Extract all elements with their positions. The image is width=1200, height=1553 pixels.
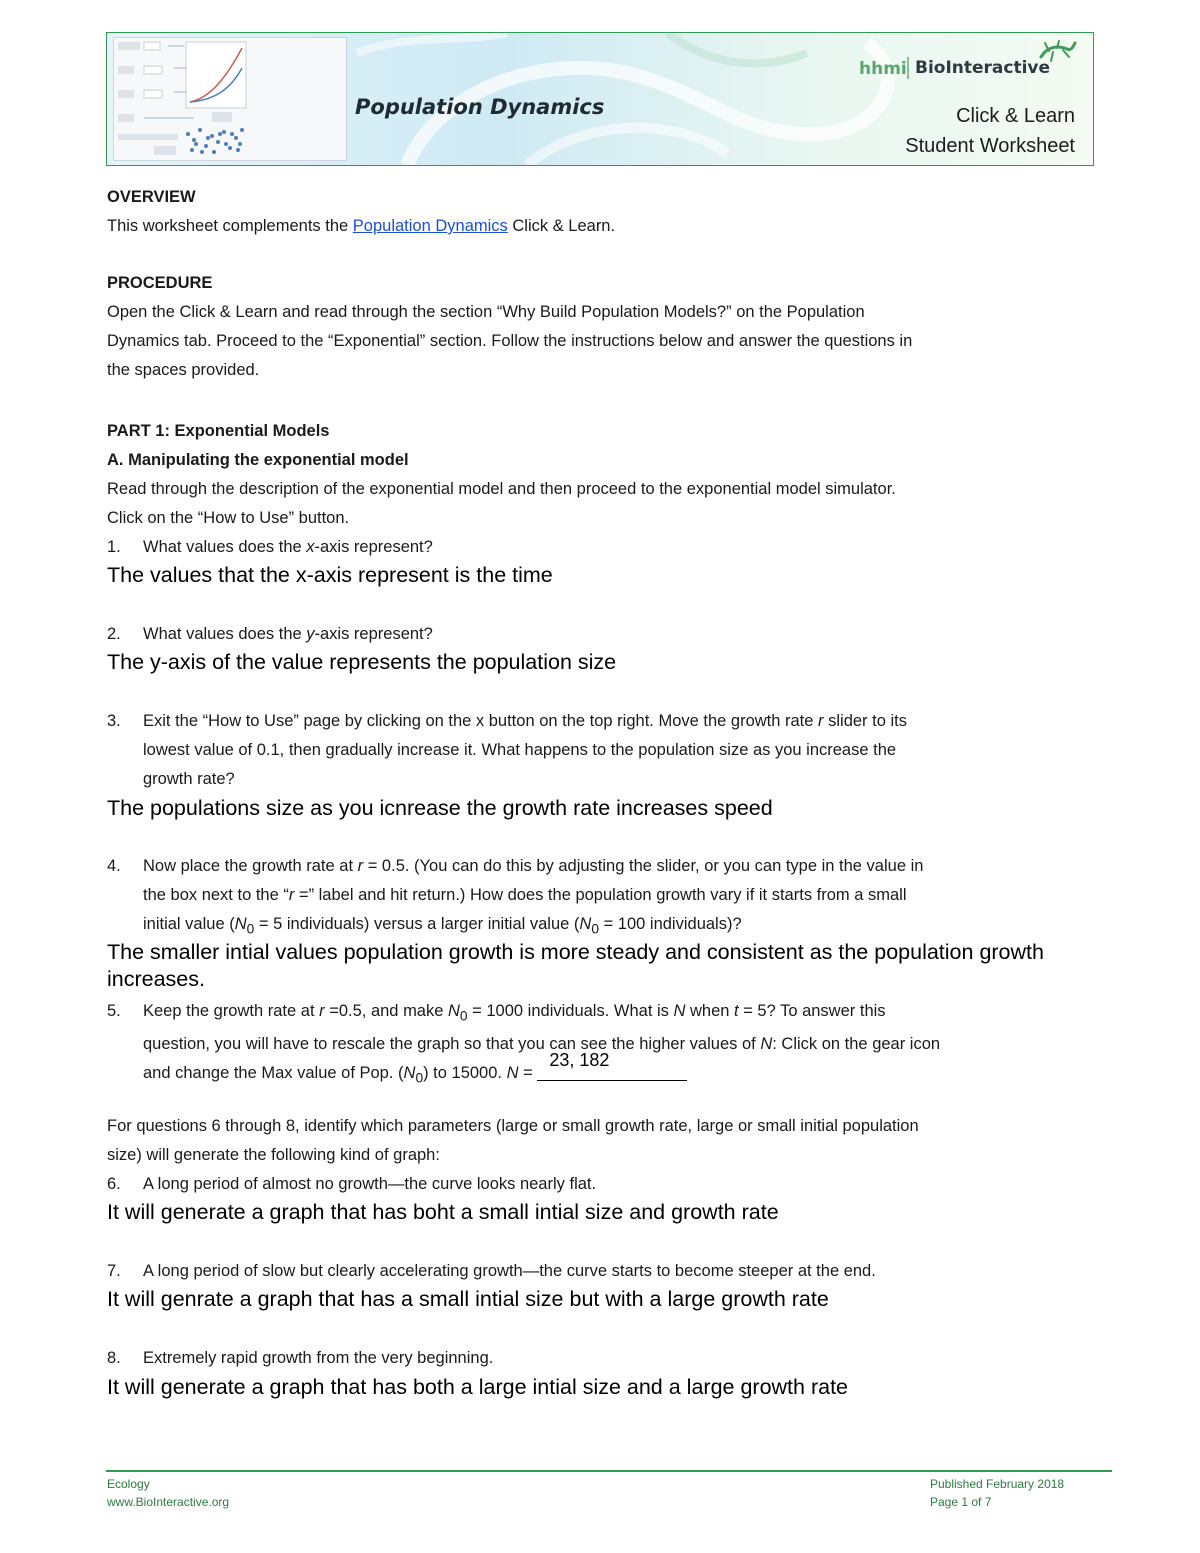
- answer-1: The values that the x-axis represent is the time: [107, 563, 553, 587]
- page-title: Population Dynamics: [355, 95, 605, 119]
- question-text: Keep the growth rate at r =0.5, and make $N_0 = 1000$ individuals. What is N when t = 5? To answer this question, you will have to rescale the graph so that you can see the higher values of N: Click on the gear icon and change the Max value of Pop. $(N_0)$ to 15000. N = 23, 182: [143, 1002, 941, 1086]
- part1-subheading: A. Manipulating the exponential model: [107, 451, 409, 469]
- procedure-line-1: Open the Click & Learn and read through the section “Why Build Population Models?” on the Population: [107, 303, 865, 321]
- answer-4: The smaller intial values population growth is more steady and consistent as the population growth increases.: [107, 940, 1044, 991]
- logo-hhmi-text: hhmi: [859, 59, 907, 79]
- group-intro-line-1: For questions 6 through 8, identify which parameters (large or small growth rate, large or small initial population: [107, 1117, 919, 1135]
- question-number: 6.: [107, 1175, 121, 1193]
- answer-8: It will generate a graph that has both a large intial size and a large growth rate: [107, 1375, 849, 1399]
- group-intro-line-2: size) will generate the following kind of graph:: [107, 1146, 440, 1164]
- logo-biointeractive-text: BioInteractive: [915, 58, 1051, 78]
- question-text: A long period of slow but clearly accelerating growth—the curve starts to become steeper at the end.: [143, 1262, 876, 1280]
- simulator-thumbnail: [113, 37, 347, 161]
- question-number: 4.: [107, 857, 121, 875]
- footer-divider: [106, 1470, 1112, 1472]
- simulator-thumbnail-image: [114, 38, 346, 160]
- question-text: Exit the “How to Use” page by clicking on the x button on the top right. Move the growth rate r slider to its lowest value of 0.1, then gradually increase it. What happens to the population size as you increase the growth rate?: [143, 712, 907, 788]
- header-banner: [106, 32, 1094, 166]
- footer-published-date: Published February 2018: [930, 1477, 1065, 1491]
- click-learn-label: Click & Learn: [956, 105, 1075, 127]
- question-text: Extremely rapid growth from the very beginning.: [143, 1349, 494, 1367]
- procedure-heading: PROCEDURE: [107, 274, 213, 292]
- overview-heading: OVERVIEW: [107, 188, 196, 206]
- procedure-line-3: the spaces provided.: [107, 361, 260, 379]
- question-number: 3.: [107, 712, 121, 730]
- footer-website: www.BioInteractive.org: [107, 1495, 230, 1509]
- question-number: 8.: [107, 1349, 121, 1367]
- answer-3: The populations size as you icnrease the growth rate increases speed: [107, 796, 773, 820]
- answer-2: The y-axis of the value represents the population size: [107, 650, 617, 674]
- population-dynamics-link[interactable]: Population Dynamics: [352, 217, 508, 235]
- overview-text: [107, 212, 615, 241]
- logo-separator: [907, 57, 909, 79]
- question-number: 2.: [107, 625, 121, 643]
- overview-text-before: This worksheet complements the: [107, 217, 353, 235]
- answer-6: It will generate a graph that has boht a small intial size and growth rate: [107, 1200, 779, 1224]
- question-number: 5.: [107, 1002, 121, 1020]
- part1-intro-line-1: Read through the description of the exponential model and then proceed to the exponential model simulator.: [107, 480, 896, 498]
- lizard-logo-icon: [1037, 39, 1077, 65]
- question-text: Now place the growth rate at r = 0.5. (You can do this by adjusting the slider, or you can type in the value in the box next to the “r =” label and hit return.) How does the population growth vary if it starts from a small initial value ($N_0 = 5$ individuals) versus a larger initial value ($N_0 = 100$ individuals)?: [143, 857, 924, 937]
- question-text: What values does the y-axis represent?: [143, 625, 433, 643]
- answer-5-value: 23, 182: [549, 1050, 610, 1071]
- footer-page-number: Page 1 of 7: [930, 1495, 992, 1509]
- footer-subject: Ecology: [107, 1477, 150, 1491]
- answer-5-blank[interactable]: [537, 1050, 687, 1081]
- question-text: What values does the x-axis represent?: [143, 538, 433, 556]
- student-worksheet-label: Student Worksheet: [905, 135, 1075, 157]
- overview-text-after: Click & Learn.: [507, 217, 616, 235]
- part1-heading: PART 1: Exponential Models: [107, 422, 330, 440]
- hhmi-biointeractive-logo: [851, 39, 1081, 83]
- part1-intro-line-2: Click on the “How to Use” button.: [107, 509, 350, 527]
- answer-7: It will genrate a graph that has a small intial size but with a large growth rate: [107, 1287, 829, 1311]
- question-number: 1.: [107, 538, 121, 556]
- question-text: A long period of almost no growth—the curve looks nearly flat.: [143, 1175, 597, 1193]
- question-number: 7.: [107, 1262, 121, 1280]
- procedure-line-2: Dynamics tab. Proceed to the “Exponential” section. Follow the instructions below and answer the questions in: [107, 332, 913, 350]
